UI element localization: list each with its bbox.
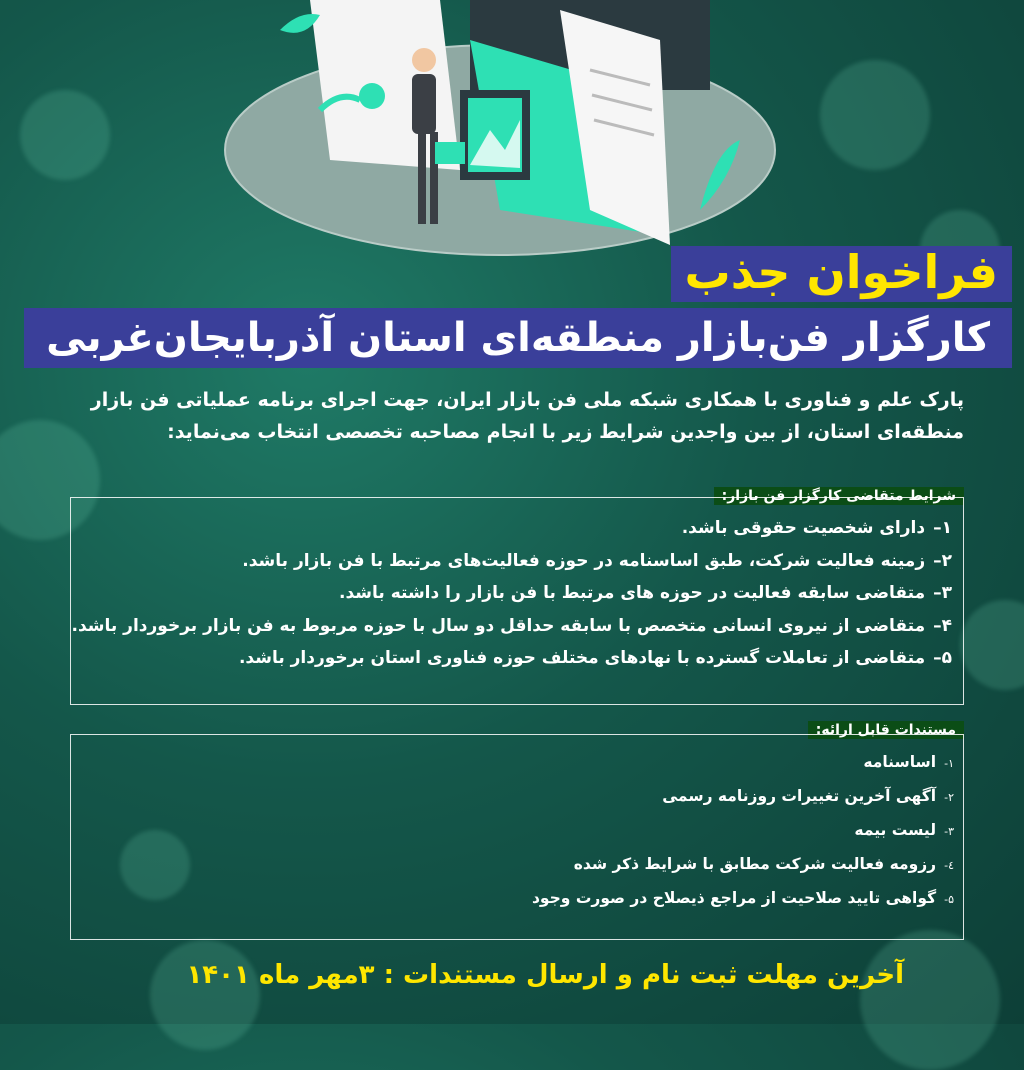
- bokeh-light: [860, 930, 1000, 1070]
- requirement-item: ۱–دارای شخصیت حقوقی باشد.: [681, 518, 952, 538]
- requirement-item: ۳–متقاضی سابقه فعالیت در حوزه های مرتبط با فن بازار را داشته باشد.: [339, 583, 952, 603]
- document-item: ۳-لیست بیمه: [854, 821, 954, 839]
- document-item: ۵-گواهی تایید صلاحیت از مراجع ذیصلاح در صورت وجود: [531, 889, 954, 907]
- intro-paragraph: پارک علم و فناوری با همکاری شبکه ملی فن بازار ایران، جهت اجرای برنامه عملیاتی فن بازار منطقه‌ای استان، از بین واجدین شرایط زیر با انجام مصاحبه تخصصی انتخاب می‌نماید:: [90, 389, 964, 443]
- bokeh-light: [150, 940, 260, 1050]
- documents-list: [74, 746, 954, 916]
- page-title: فراخوان جذب: [671, 246, 1013, 302]
- requirement-item: ۴–متقاضی از نیروی انسانی متخصص با سابقه حداقل دو سال با حوزه مربوط به فن بازار برخوردار باشد.: [71, 615, 952, 636]
- requirement-item: ۵–متقاضی از تعاملات گسترده با نهادهای مختلف حوزه فناوری استان برخوردار باشد.: [238, 648, 952, 668]
- deadline-text: آخرین مهلت ثبت نام و ارسال مستندات : ۳مهر ماه ۱۴۰۱: [186, 960, 904, 990]
- header-illustration: [0, 0, 1024, 260]
- document-item: ۱-اساسنامه: [863, 753, 954, 771]
- requirement-item: ۲–زمینه فعالیت شرکت، طبق اساسنامه در حوزه فعالیت‌های مرتبط با فن بازار باشد.: [242, 550, 952, 571]
- document-item: ٤-رزومه فعالیت شرکت مطابق با شرایط ذکر شده: [573, 855, 954, 873]
- person-figure: [412, 48, 436, 72]
- page-subtitle: کارگزار فن‌بازار منطقه‌ای استان آذربایجان‌غربی: [24, 308, 1012, 368]
- bokeh-light: [960, 600, 1024, 690]
- requirements-label: شرایط متقاضی کارگزار فن بازار:: [714, 487, 964, 505]
- requirements-list: [72, 512, 952, 675]
- briefcase-icon: [435, 142, 465, 164]
- document-item: ۲-آگهی آخرین تغییرات روزنامه رسمی: [662, 787, 954, 805]
- documents-label: مستندات قابل ارائه:: [808, 721, 964, 739]
- seal-icon: [359, 83, 385, 109]
